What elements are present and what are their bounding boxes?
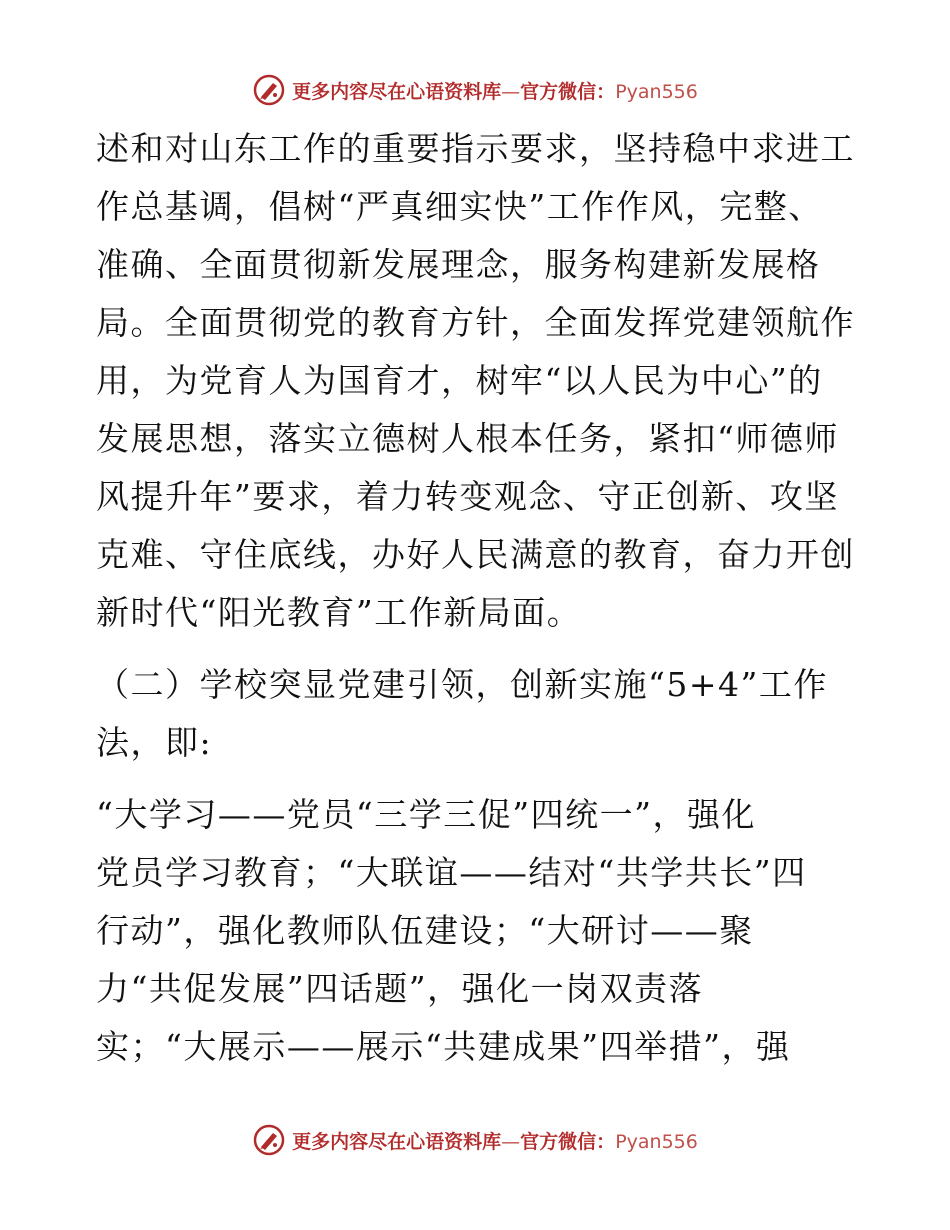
watermark-separator: — bbox=[501, 80, 521, 103]
text-line: “大学习——党员“三学三促”四统一”，强化 bbox=[96, 795, 756, 834]
watermark-text bbox=[292, 77, 698, 104]
text-line: 述和对山东工作的重要指示要求，坚持稳中求进工 bbox=[96, 129, 855, 168]
watermark-wechat-label: 官方微信： bbox=[520, 1130, 616, 1153]
footer-watermark bbox=[0, 1120, 950, 1160]
watermark-main: 更多内容尽在心语资料库 bbox=[292, 80, 502, 103]
paragraph bbox=[96, 120, 856, 642]
text-line: 局。全面贯彻党的教育方针，全面发挥党建领航作 bbox=[96, 303, 855, 342]
text-line: 法，即: bbox=[96, 723, 213, 762]
watermark-text bbox=[292, 1127, 698, 1154]
paragraph bbox=[96, 786, 856, 1076]
document-body bbox=[96, 120, 856, 1076]
text-line: 作总基调，倡树“严真细实快”工作作风，完整、 bbox=[96, 187, 823, 226]
paragraph-gap bbox=[96, 642, 856, 656]
paragraph-gap bbox=[96, 772, 856, 786]
logo-icon bbox=[252, 1123, 286, 1157]
text-line: 克难、守住底线，办好人民满意的教育，奋力开创 bbox=[96, 535, 855, 574]
header-watermark bbox=[0, 70, 950, 110]
watermark-wechat-label: 官方微信： bbox=[520, 80, 616, 103]
text-line: 力“共促发展”四话题”，强化一岗双责落 bbox=[96, 969, 704, 1008]
watermark-separator: — bbox=[501, 1130, 521, 1153]
text-line: 行动”，强化教师队伍建设；“大研讨——聚 bbox=[96, 911, 754, 950]
watermark-wechat-id: Pyan556 bbox=[615, 80, 698, 103]
watermark-main: 更多内容尽在心语资料库 bbox=[292, 1130, 502, 1153]
text-line: （二）学校突显党建引领，创新实施“5+4”工作 bbox=[96, 665, 828, 704]
logo-icon bbox=[252, 73, 286, 107]
text-line: 实；“大展示——展示“共建成果”四举措”，强 bbox=[96, 1027, 791, 1066]
text-line: 准确、全面贯彻新发展理念，服务构建新发展格 bbox=[96, 245, 821, 284]
text-line: 新时代“阳光教育”工作新局面。 bbox=[96, 593, 582, 632]
paragraph bbox=[96, 656, 856, 772]
watermark-wechat-id: Pyan556 bbox=[615, 1130, 698, 1153]
text-line: 发展思想，落实立德树人根本任务，紧扣“师德师 bbox=[96, 419, 839, 458]
text-line: 风提升年”要求，着力转变观念、守正创新、攻坚 bbox=[96, 477, 839, 516]
text-line: 用，为党育人为国育才，树牢“以人民为中心”的 bbox=[96, 361, 823, 400]
text-line: 党员学习教育；“大联谊——结对“共学共长”四 bbox=[96, 853, 807, 892]
